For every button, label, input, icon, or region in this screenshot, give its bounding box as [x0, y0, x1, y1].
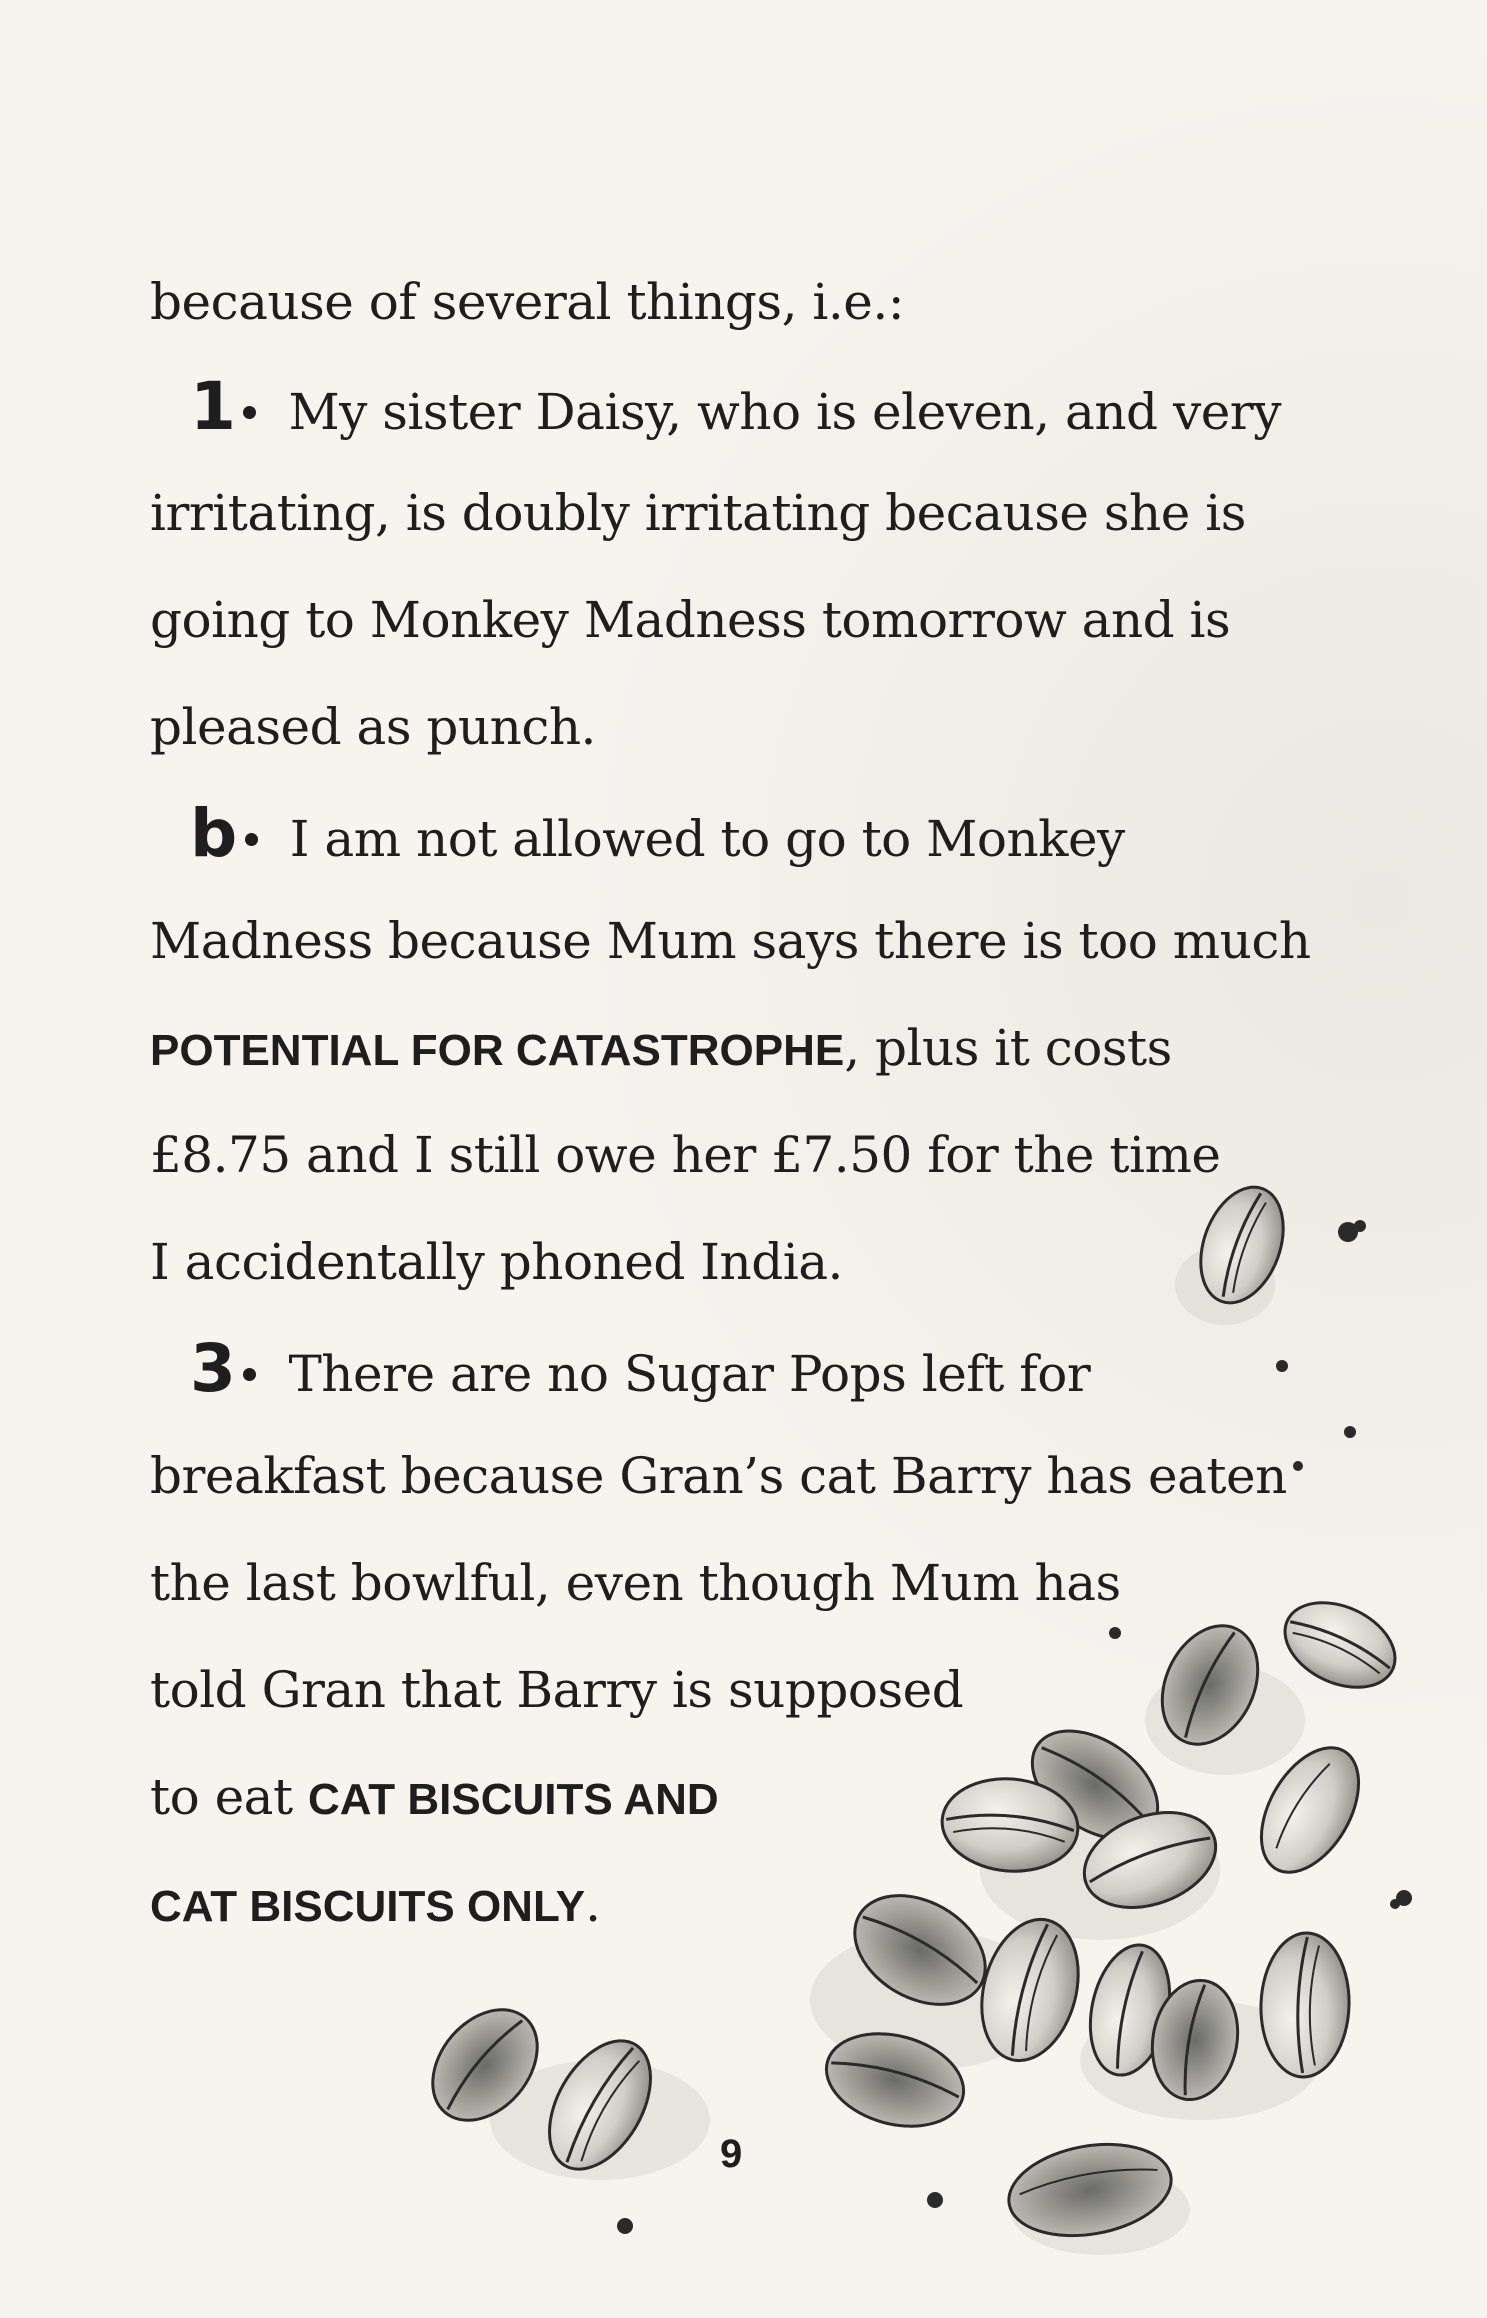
list-item-3-text: . [585, 1875, 601, 1933]
intro-text: because of several things, i.e.: [150, 273, 905, 331]
list-item-3-text: the last bowlful, even though Mum has [150, 1554, 1121, 1612]
list-item-2-text: Madness because Mum says there is too much [150, 912, 1311, 970]
emphasis-catastrophe: POTENTIAL FOR CATASTROPHE [150, 1026, 845, 1075]
list-item-2-text: £8.75 and I still owe her £7.50 for the time [150, 1126, 1221, 1184]
list-item-2-text: I am not allowed to go to Monkey [289, 810, 1125, 868]
list-item-1-text: pleased as punch. [150, 698, 596, 756]
list-item-3-text: There are no Sugar Pops left for [288, 1345, 1091, 1403]
list-item-2-text: I accidentally phoned India. [150, 1233, 843, 1291]
page-number: 9 [720, 2132, 743, 2176]
list-marker-3-text: 3 [190, 1330, 236, 1407]
emphasis-cat-biscuits-and: CAT BISCUITS AND [307, 1775, 719, 1824]
list-item-3-text: breakfast because Gran’s cat Barry has eaten [150, 1447, 1287, 1505]
cereal-piece [1259, 1932, 1352, 2079]
list-item-1-text: My sister Daisy, who is eleven, and very [288, 383, 1281, 441]
list-marker-1-text: 1 [190, 368, 236, 445]
list-item-3-text: to eat [150, 1768, 308, 1826]
list-marker-2-text: b [190, 795, 237, 872]
list-item-3-text: told Gran that Barry is supposed [150, 1661, 964, 1719]
list-item-1-text: going to Monkey Madness tomorrow and is [150, 591, 1231, 649]
emphasis-cat-biscuits-only: CAT BISCUITS ONLY [150, 1882, 586, 1931]
cereal-piece [1271, 1586, 1408, 1704]
list-item-1-text: irritating, is doubly irritating because she is [150, 484, 1246, 542]
list-item-2-text: , plus it costs [844, 1019, 1172, 1077]
